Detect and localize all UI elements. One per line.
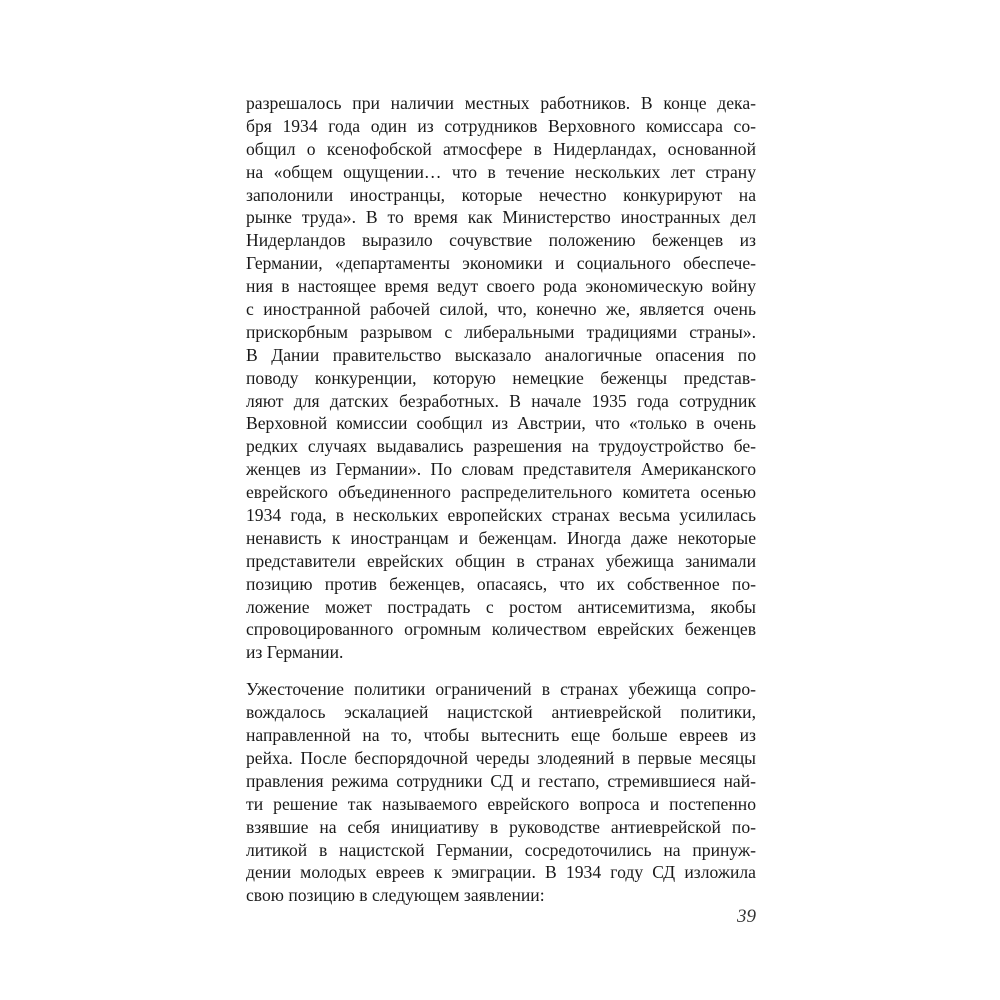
text-line: ти решение так называемого еврейского вопроса и постепенно <box>246 793 756 814</box>
text-line: представители еврейских общин в странах убежища занимали <box>246 550 756 571</box>
text-line: Ужесточение политики ограничений в странах убежища сопро- <box>246 679 756 700</box>
page-body <box>246 92 756 907</box>
text-line: заполонили иностранцы, которые нечестно конкурируют на <box>246 184 756 205</box>
text-line: Верховной комиссии сообщил из Австрии, что «только в очень <box>246 413 756 434</box>
text-line: прискорбным разрывом с либеральными традициями страны». <box>246 321 756 342</box>
text-line: дении молодых евреев к эмиграции. В 1934 году СД изложила <box>246 862 756 883</box>
paragraph-2 <box>246 678 756 907</box>
text-line: В Дании правительство высказало аналогичные опасения по <box>246 344 756 365</box>
text-line: рейха. После беспорядочной череды злодеяний в первые месяцы <box>246 747 756 768</box>
text-line: еврейского объединенного распределительного комитета осенью <box>246 482 756 503</box>
text-line: рынке труда». В то время как Министерство иностранных дел <box>246 207 756 228</box>
text-line: 1934 года, в нескольких европейских странах весьма усилилась <box>246 505 756 526</box>
text-line: редких случаях выдавались разрешения на трудоустройство бе- <box>246 436 756 457</box>
text-line: взявшие на себя инициативу в руководстве антиеврейской по- <box>246 816 756 837</box>
text-line: направленной на то, чтобы вытеснить еще больше евреев из <box>246 725 756 746</box>
text-line: позицию против беженцев, опасаясь, что их собственное по- <box>246 573 756 594</box>
text-line: литикой в нацистской Германии, сосредоточились на принуж- <box>246 839 756 860</box>
text-line: Нидерландов выразило сочувствие положению беженцев из <box>246 230 756 251</box>
text-line: с иностранной рабочей силой, что, конечно же, является очень <box>246 299 756 320</box>
text-line: поводу конкуренции, которую немецкие беженцы представ- <box>246 367 756 388</box>
text-line: ляют для датских безработных. В начале 1935 года сотрудник <box>246 390 756 411</box>
text-line: на «общем ощущении… что в течение нескольких лет страну <box>246 161 756 182</box>
text-line: бря 1934 года один из сотрудников Верховного комиссара со- <box>246 115 756 136</box>
page-number: 39 <box>737 906 756 927</box>
text-line: свою позицию в следующем заявлении: <box>246 885 545 906</box>
text-line: вождалось эскалацией нацистской антиеврейской политики, <box>246 702 756 723</box>
text-line: ложение может пострадать с ростом антисемитизма, якобы <box>246 596 756 617</box>
text-line: ненависть к иностранцам и беженцам. Иногда даже некоторые <box>246 527 756 548</box>
paragraph-1 <box>246 92 756 664</box>
text-line: ния в настоящее время ведут своего рода экономическую войну <box>246 276 756 297</box>
text-line: женцев из Германии». По словам представителя Американского <box>246 459 756 480</box>
text-line: спровоцированного огромным количеством еврейских беженцев <box>246 619 756 640</box>
text-line: правления режима сотрудники СД и гестапо, стремившиеся най- <box>246 770 756 791</box>
text-line: Германии, «департаменты экономики и социального обеспече- <box>246 253 756 274</box>
text-line: общил о ксенофобской атмосфере в Нидерландах, основанной <box>246 138 756 159</box>
text-line: из Германии. <box>246 642 344 663</box>
text-line: разрешалось при наличии местных работников. В конце дека- <box>246 93 756 113</box>
